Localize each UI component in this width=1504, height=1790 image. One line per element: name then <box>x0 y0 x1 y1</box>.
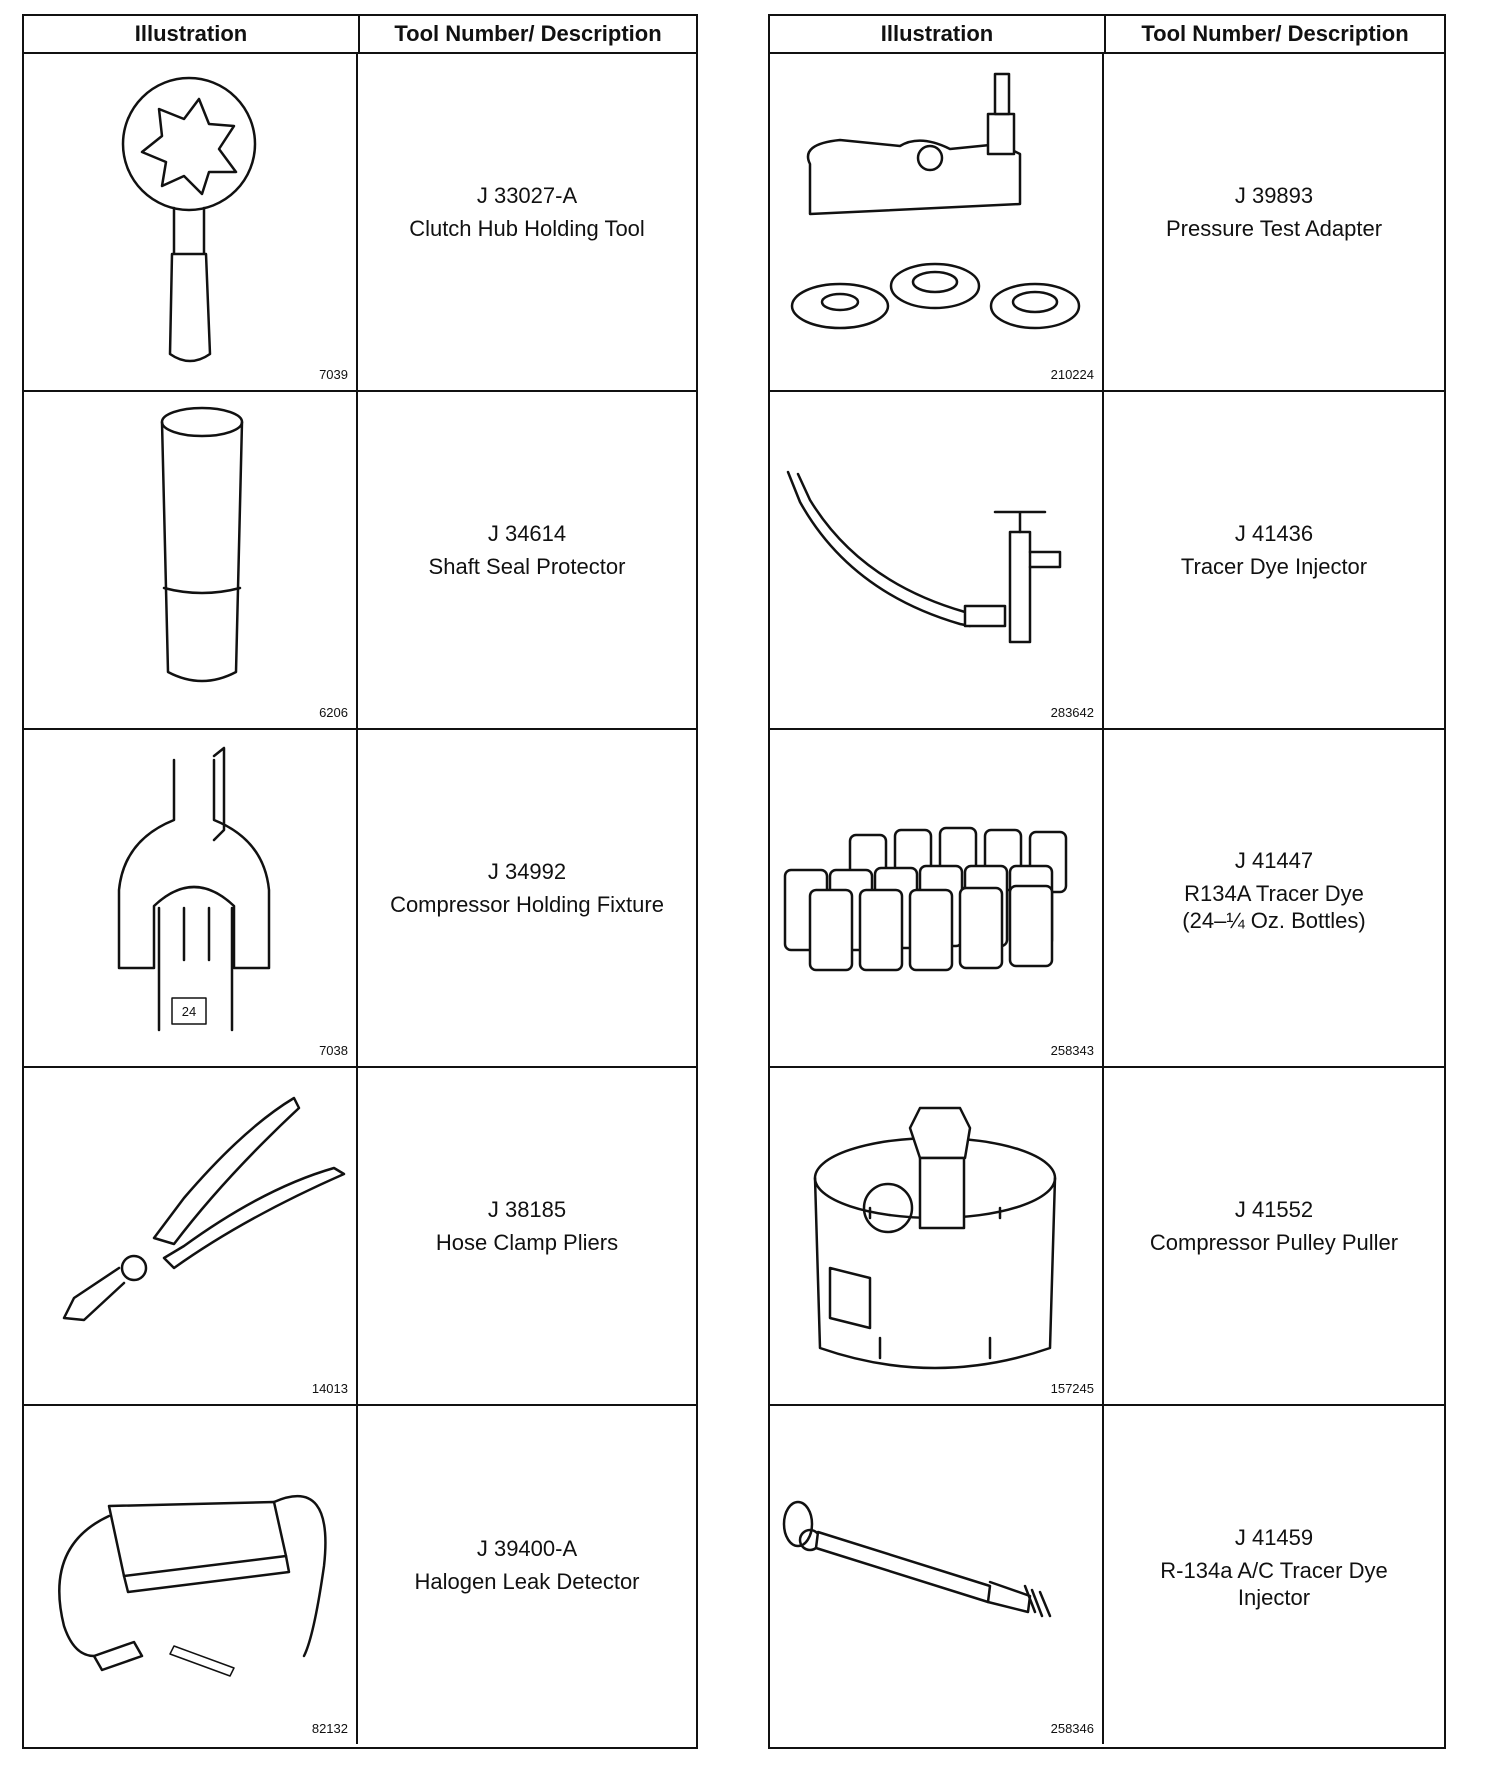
tool-name-line-2: (24–¼ Oz. Bottles) <box>1182 908 1366 933</box>
tool-name: Hose Clamp Pliers <box>435 1230 619 1255</box>
compressor-holding-fixture-icon <box>24 730 356 1066</box>
tool-description <box>1104 1406 1444 1744</box>
tool-description <box>1104 1068 1444 1404</box>
table-header <box>770 16 1444 54</box>
figure-number: 258343 <box>1050 1043 1094 1058</box>
table-row <box>24 730 696 1068</box>
tool-name: Compressor Holding Fixture <box>390 892 664 917</box>
figure-number: 258346 <box>1050 1721 1094 1736</box>
illustration-header: Illustration <box>770 16 1106 52</box>
illustration-cell <box>770 730 1104 1066</box>
illustration-cell <box>770 1406 1104 1744</box>
table-row <box>770 1406 1444 1744</box>
halogen-leak-detector-icon <box>24 1406 356 1742</box>
tool-name-line-2: Injector <box>1237 1585 1311 1610</box>
figure-number: 283642 <box>1050 705 1094 720</box>
illustration-cell <box>770 54 1104 390</box>
description-header: Tool Number/ Description <box>1141 21 1409 46</box>
ac-tracer-dye-injector-icon <box>770 1406 1102 1742</box>
hose-clamp-pliers-icon <box>24 1068 356 1404</box>
figure-number: 7038 <box>319 1043 348 1058</box>
table-row <box>770 54 1444 392</box>
pressure-test-adapter-icon <box>770 54 1102 390</box>
tracer-dye-injector-icon <box>770 392 1102 728</box>
tool-description <box>358 730 696 1066</box>
tool-table-left <box>22 14 698 1749</box>
illustration-cell <box>24 392 358 728</box>
tool-name: Pressure Test Adapter <box>1165 216 1383 241</box>
figure-number: 7039 <box>319 367 348 382</box>
figure-number: 6206 <box>319 705 348 720</box>
illustration-cell <box>24 1068 358 1404</box>
illustration-cell <box>770 1068 1104 1404</box>
tool-description <box>358 1406 696 1744</box>
tool-number: J 38185 <box>487 1197 567 1222</box>
table-row <box>770 730 1444 1068</box>
tool-description <box>1104 54 1444 390</box>
tool-table-right <box>768 14 1446 1749</box>
tool-description <box>358 392 696 728</box>
tool-number: J 39400-A <box>476 1536 578 1561</box>
tool-number: J 41447 <box>1234 848 1314 873</box>
figure-number: 210224 <box>1050 367 1094 382</box>
illustration-cell <box>770 392 1104 728</box>
illustration-cell <box>24 54 358 390</box>
description-header: Tool Number/ Description <box>394 21 662 46</box>
table-row <box>24 1068 696 1406</box>
shaft-seal-protector-icon <box>24 392 356 728</box>
tool-number: J 34992 <box>487 859 567 884</box>
table-row <box>770 1068 1444 1406</box>
tool-number: J 41552 <box>1234 1197 1314 1222</box>
illustration-cell <box>24 1406 358 1744</box>
figure-number: 14013 <box>311 1381 348 1396</box>
tracer-dye-bottles-icon <box>770 730 1102 1066</box>
illustration-header: Illustration <box>24 16 360 52</box>
tool-name: R134A Tracer Dye <box>1184 881 1364 906</box>
tool-name: Shaft Seal Protector <box>428 554 626 579</box>
tool-description <box>358 54 696 390</box>
table-row <box>24 1406 696 1744</box>
table-header <box>24 16 696 54</box>
illustration-cell <box>24 730 358 1066</box>
tool-number: J 41459 <box>1234 1525 1314 1550</box>
table-row <box>24 54 696 392</box>
clutch-hub-holding-tool-icon <box>24 54 356 390</box>
compressor-pulley-puller-icon <box>770 1068 1102 1404</box>
fixture-label: 24 <box>181 1004 197 1019</box>
tool-number: J 39893 <box>1234 183 1314 208</box>
figure-number: 82132 <box>311 1721 348 1736</box>
tool-number: J 41436 <box>1234 521 1314 546</box>
tool-description <box>358 1068 696 1404</box>
tool-description <box>1104 730 1444 1066</box>
tool-number: J 33027-A <box>476 183 578 208</box>
tool-name: Clutch Hub Holding Tool <box>409 216 645 241</box>
tool-name: Compressor Pulley Puller <box>1149 1230 1399 1255</box>
tool-name: Tracer Dye Injector <box>1180 554 1368 579</box>
table-row <box>770 392 1444 730</box>
tool-number: J 34614 <box>487 521 567 546</box>
tool-name: R-134a A/C Tracer Dye <box>1160 1558 1388 1583</box>
table-row <box>24 392 696 730</box>
tool-description <box>1104 392 1444 728</box>
tool-name: Halogen Leak Detector <box>414 1569 640 1594</box>
figure-number: 157245 <box>1050 1381 1094 1396</box>
